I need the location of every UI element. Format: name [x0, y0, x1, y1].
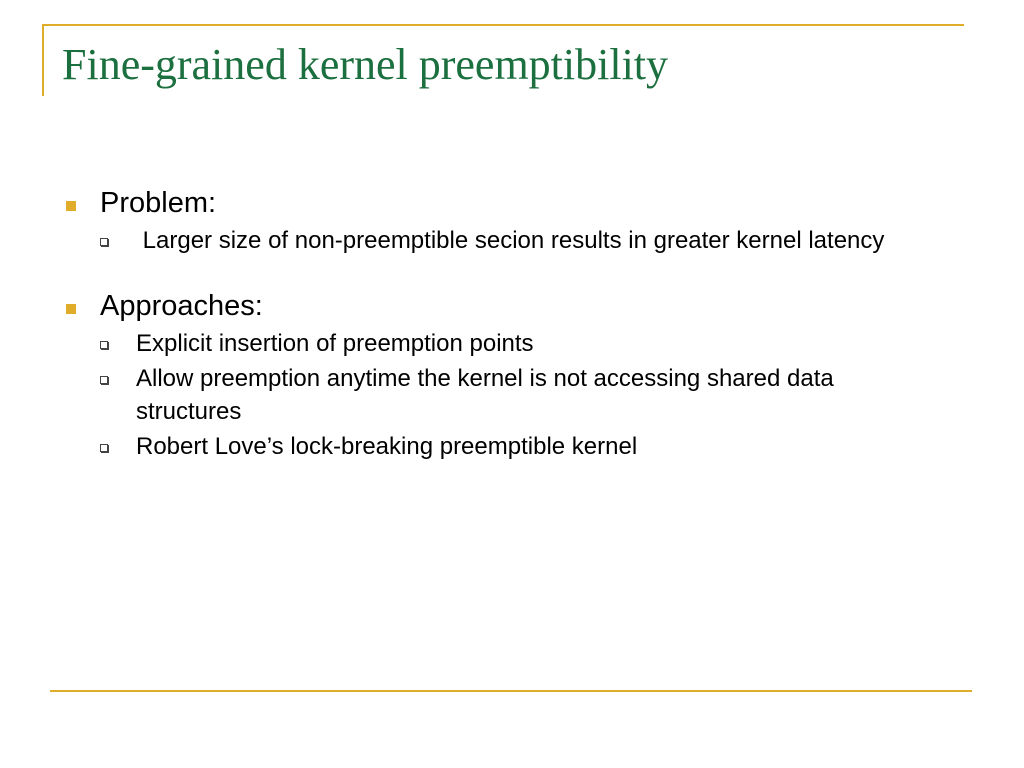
hollow-square-bullet-icon — [100, 376, 108, 384]
square-bullet-icon — [66, 304, 76, 314]
title-frame-left-line — [42, 24, 44, 96]
bullet-problem-label: Problem: — [100, 187, 217, 219]
slide-content — [62, 186, 942, 496]
section-problem — [62, 186, 942, 257]
approaches-sublist — [62, 328, 942, 464]
list-item — [62, 363, 942, 428]
list-item-text: Allow preemption anytime the kernel is not accessing shared data structures — [136, 365, 834, 425]
hollow-square-bullet-icon — [100, 341, 108, 349]
bullet-approaches — [62, 289, 942, 324]
bullet-problem — [62, 186, 942, 221]
list-item-text: Explicit insertion of preemption points — [136, 329, 534, 357]
slide-title: Fine-grained kernel preemptibility — [62, 40, 669, 89]
title-frame-top-line — [42, 24, 964, 26]
square-bullet-icon — [66, 201, 76, 211]
list-item-text: Larger size of non-preemptible secion results in greater kernel latency — [136, 226, 885, 254]
section-approaches — [62, 289, 942, 463]
problem-sublist — [62, 225, 942, 257]
list-item-text: Robert Love’s lock-breaking preemptible kernel — [136, 433, 638, 461]
list-item — [62, 225, 942, 257]
list-item — [62, 328, 942, 360]
list-item — [62, 431, 942, 463]
hollow-square-bullet-icon — [100, 238, 108, 246]
footer-divider-line — [50, 690, 972, 692]
bullet-approaches-label: Approaches: — [100, 290, 263, 323]
hollow-square-bullet-icon — [100, 444, 108, 452]
